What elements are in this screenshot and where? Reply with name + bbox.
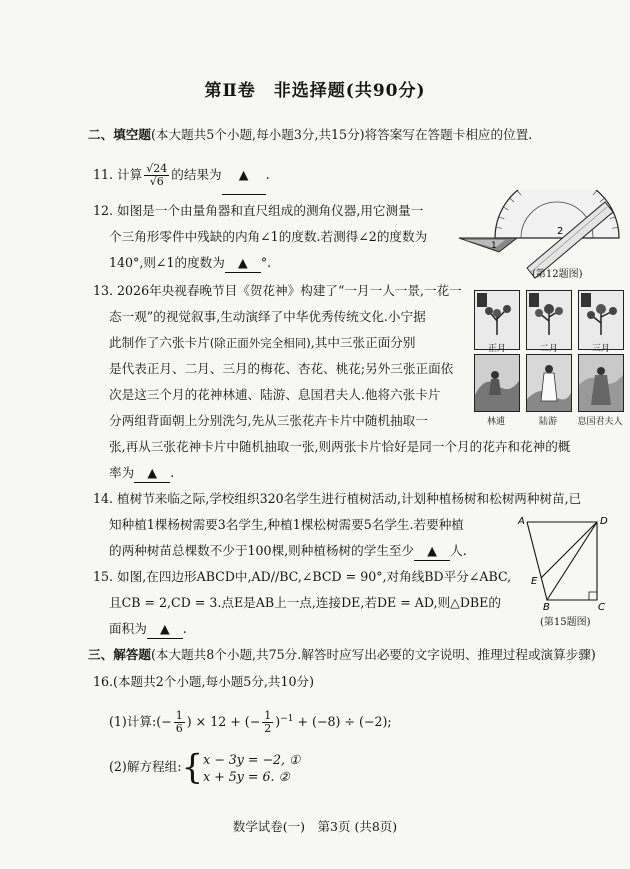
q16-system — [203, 751, 300, 785]
q13-line3 — [109, 334, 416, 352]
q15-right-angle-mark — [589, 592, 597, 600]
q11-answer-blank: ▲ — [222, 156, 266, 195]
q13-answer-blank: ▲ — [134, 464, 170, 483]
q13-line7: 张,再从三张花神卡片中随机抽取一张,则两张卡片恰好是同一个月的花卉和花神的概 — [109, 439, 571, 454]
q13-line6: 分两组背面朝上分别洗匀,先从三张花卉卡片中随机抽取一 — [109, 413, 428, 428]
q12-line3a: 140°,则∠1的度数为 — [109, 255, 225, 270]
q11-num: √24 — [146, 162, 168, 175]
q15-answer-blank: ▲ — [147, 620, 183, 639]
q15-line3a: 面积为 — [109, 621, 147, 636]
section3-heading: 三、解答题 — [88, 647, 151, 662]
q16-p1-exponent: −1 — [280, 714, 294, 724]
card-god-2 — [526, 354, 572, 412]
q11-end: . — [265, 167, 270, 182]
q16-brace: { — [181, 747, 204, 788]
q12-angle2-label: 2 — [557, 226, 564, 237]
q14-line1: 14. 植树节来临之际,学校组织320名学生进行植树活动,计划种植杨树和松树两种树苗,已 — [93, 491, 582, 506]
q15-line3 — [109, 620, 187, 639]
q15-label-d: D — [600, 516, 608, 527]
q16-eq1: x − 3y = −2, ① — [203, 751, 301, 767]
card-flower-1 — [474, 290, 520, 354]
q12-part-triangle — [459, 238, 517, 252]
card-god-3-label: 息国君夫人 — [577, 417, 623, 427]
peach-blossom-icon — [579, 291, 623, 337]
card-flower-3 — [578, 290, 624, 354]
figure-lady-xi-icon — [579, 355, 623, 411]
q14-line3 — [109, 542, 467, 561]
card-god-3 — [578, 354, 624, 412]
q11-fraction — [144, 163, 169, 188]
q12-caption: (第12题图) — [532, 269, 583, 280]
q13-line3b: (除正面外完全相同) — [209, 336, 311, 350]
q15-line2: 且CB = 2,CD = 3.点E是AB上一点,连接DE,若DE = AD,则△DBE的 — [109, 595, 501, 610]
figure-lin-bu-icon — [475, 355, 519, 411]
q16-p1-frac1 — [174, 710, 185, 735]
q15-diagonal-bd — [547, 522, 597, 600]
q15-label-e: E — [531, 576, 538, 587]
q15-label-c: C — [598, 602, 605, 612]
card-god-1-label: 林逋 — [486, 417, 505, 427]
q12-line2: 个三角形零件中残缺的内角∠1的度数.若测得∠2的度数为 — [109, 229, 428, 244]
card-flower-2-label: 二月 — [539, 344, 558, 354]
q15-line1: 15. 如图,在四边形ABCD中,AD//BC,∠BCD = 90°,对角线BD平分∠ABC, — [93, 569, 512, 584]
q15-figure — [515, 512, 615, 612]
card-flower-3-label: 三月 — [591, 344, 610, 354]
q15-quadrilateral — [527, 522, 597, 600]
q16-p1-num1: 1 — [175, 709, 183, 723]
apricot-blossom-icon — [527, 291, 571, 337]
q16-p1-post: + (−8) ÷ (−2); — [293, 714, 392, 730]
q12-angle1-label: 1 — [491, 241, 497, 251]
q16-eq2: x + 5y = 6. ② — [203, 768, 290, 784]
section2-heading: 二、填空题 — [88, 127, 151, 142]
q16-p1-mid: ) × 12 + (− — [186, 714, 261, 730]
q12-answer-blank: ▲ — [225, 254, 261, 273]
section3-desc: (本大题共8个小题,共75分.解答时应写出必要的文字说明、推理过程或演算步骤) — [150, 647, 596, 662]
page-title: 第Ⅱ卷 非选择题(共90分) — [204, 81, 426, 101]
q13-line3c: ,其中三张正面分别 — [310, 335, 416, 350]
q16-part1: (1)计算:(− $\frac{1}{6}$ ) × 12 + (− $\frac{1}{2}$ )$^{-1}$ + (−8) ÷ (−2); — [109, 709, 392, 736]
q14-answer-blank: ▲ — [414, 542, 450, 561]
q13-line3a: 此制作了六张卡片 — [109, 335, 210, 350]
q15-label-b: B — [543, 602, 550, 612]
q16-p1-den1: 6 — [175, 722, 183, 736]
q14-line2: 知种植1棵杨树需要3名学生,种植1棵松树需要5名学生.若要种植 — [109, 517, 464, 532]
q13-line8a: 率为 — [109, 465, 135, 480]
q16-p2-pre: (2)解方程组: — [109, 759, 182, 774]
section3-heading-line — [88, 646, 596, 664]
figure-lu-you-icon — [527, 355, 571, 411]
plum-blossom-icon — [475, 291, 519, 337]
q16-p1-den2: 2 — [264, 722, 272, 736]
q15-caption: (第15题图) — [540, 617, 591, 628]
q16-heading: 16.(本题共2个小题,每小题5分,共10分) — [93, 674, 315, 689]
q11-den: √6 — [149, 175, 164, 188]
card-flower-1-label: 正月 — [487, 344, 506, 354]
q15-segment-de — [541, 522, 597, 578]
q16-p1-num2: 1 — [264, 709, 272, 723]
q13-line2: 态一观”的视觉叙事,生动演绎了中华优秀传统文化.小宁据 — [109, 309, 426, 324]
q15-line3b: . — [182, 621, 187, 636]
card-god-1 — [474, 354, 520, 412]
q16-p1-pre: (1)计算:(− — [109, 714, 172, 730]
q11-pre: 11. 计算 — [93, 167, 143, 182]
q13-line8 — [109, 464, 174, 483]
q13-line8b: . — [170, 465, 175, 480]
q13-line4: 是代表正月、二月、三月的梅花、杏花、桃花;另外三张正面依 — [109, 361, 454, 376]
q14-line3b: 人. — [450, 543, 467, 558]
q13-line5: 次是这三个月的花神林逋、陆游、息国君夫人.他将六张卡片 — [109, 387, 441, 402]
card-flower-2 — [526, 290, 572, 354]
q13-line1: 13. 2026年央视春晚节目《贺花神》构建了“一月一人一景,一花一 — [93, 283, 462, 298]
q12-line3 — [109, 254, 271, 273]
section2-desc: (本大题共5个小题,每小题3分,共15分)将答案写在答题卡相应的位置. — [150, 127, 533, 142]
q15-label-a: A — [518, 516, 525, 527]
q12-line1: 12. 如图是一个由量角器和直尺组成的测角仪器,用它测量一 — [93, 203, 424, 218]
q12-line3b: °. — [260, 255, 272, 270]
page-footer: 数学试卷(一) 第3页 (共8页) — [232, 819, 398, 834]
section2-heading-line — [88, 126, 532, 144]
q16-part2 — [109, 748, 300, 786]
q11 — [93, 156, 270, 195]
q11-post: 的结果为 — [171, 167, 222, 182]
q14-line3a: 的两种树苗总棵数不少于100棵,则种植杨树的学生至少 — [109, 543, 415, 558]
card-god-2-label: 陆游 — [538, 417, 557, 427]
q16-p1-frac2 — [262, 710, 273, 735]
